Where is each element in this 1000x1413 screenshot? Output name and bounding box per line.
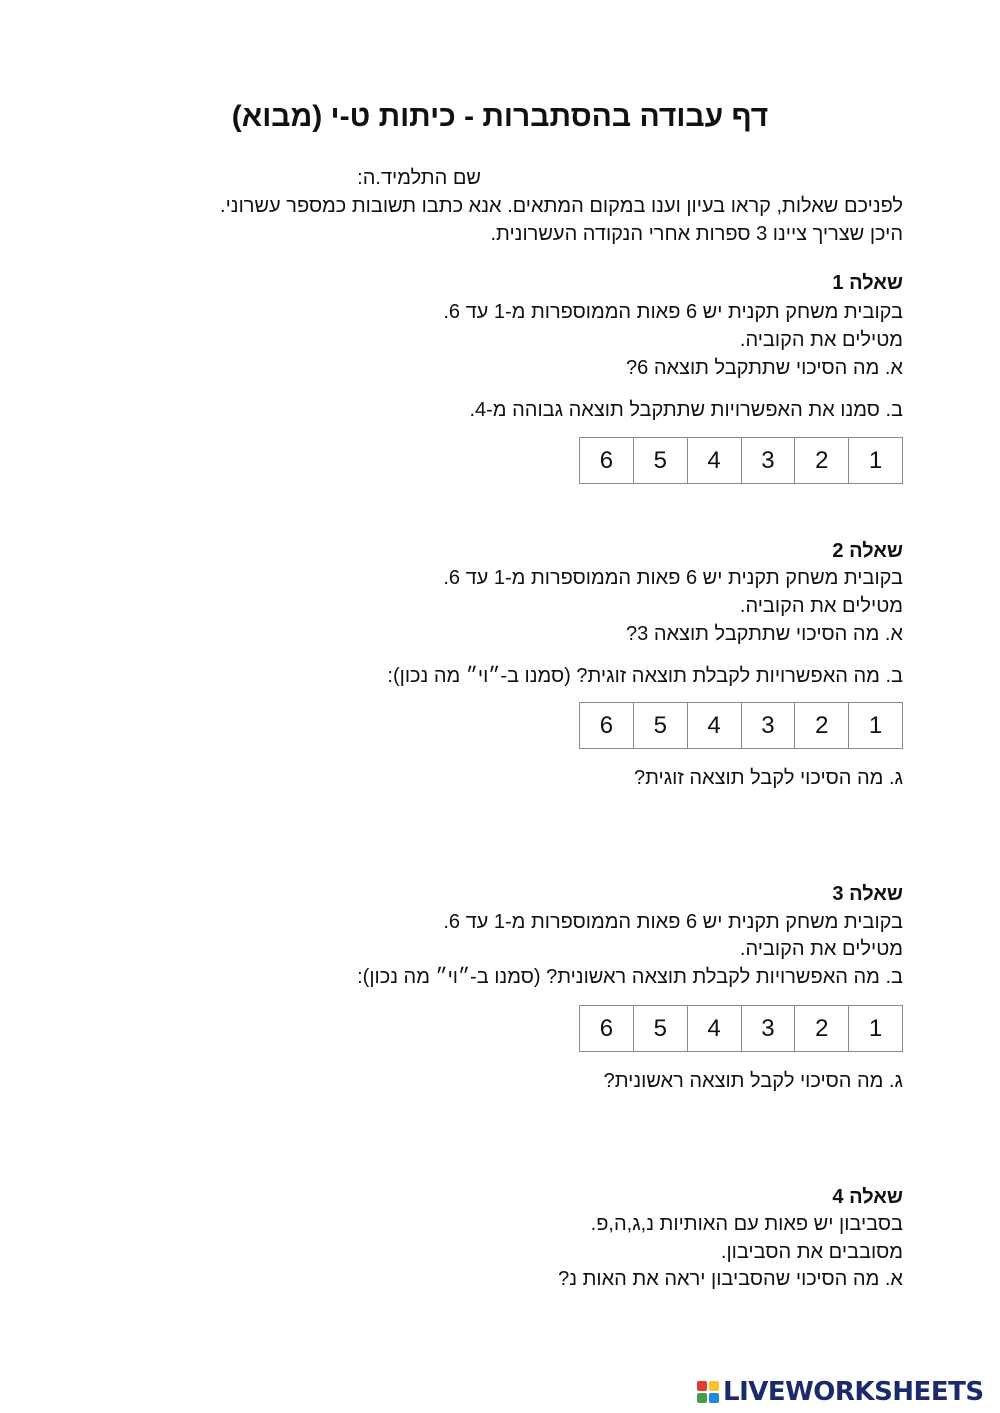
q3-part-b: ב. מה האפשרויות לקבלת תוצאה ראשונית? (סמנו ב-״וי״ מה נכון):: [357, 966, 903, 988]
logo-square-red: [697, 1381, 707, 1391]
q3-line: מטילים את הקוביה.: [739, 938, 903, 960]
logo-square-yellow: [709, 1381, 719, 1391]
student-name-label: שם התלמיד.ה:: [357, 167, 481, 189]
q1-line: בקובית משחק תקנית יש 6 פאות הממוספרות מ-1 עד 6.: [443, 301, 903, 323]
q1-option-6[interactable]: 6: [599, 446, 614, 474]
q4-line: מסובבים את הסביבון.: [720, 1241, 903, 1263]
q3-options-row: [579, 1005, 903, 1052]
q3-option-6[interactable]: 6: [599, 1014, 614, 1042]
q4-line: בסביבון יש פאות עם האותיות נ,ג,ה,פ.: [590, 1213, 903, 1235]
instructions-line-1: לפניכם שאלות, קראו בעיון וענו במקום המתאים. אנא כתבו תשובות כמספר עשרוני.: [220, 195, 903, 217]
q3-option-4[interactable]: 4: [687, 1006, 741, 1051]
q1-heading: שאלה 1: [832, 272, 903, 294]
liveworksheets-logo-icon: [697, 1381, 719, 1403]
q3-option-3[interactable]: 3: [741, 1006, 795, 1051]
q2-line: בקובית משחק תקנית יש 6 פאות הממוספרות מ-1 עד 6.: [443, 567, 903, 589]
q1-part-b: ב. סמנו את האפשרויות שתתקבל תוצאה גבוהה מ-4.: [469, 399, 903, 421]
page-title: דף עבודה בהסתברות - כיתות ט-י (מבוא): [231, 100, 769, 133]
q2-options-row: [579, 702, 903, 749]
q2-part-b: ב. מה האפשרויות לקבלת תוצאה זוגית? (סמנו ב-״וי״ מה נכון):: [387, 665, 903, 687]
q3-option-1[interactable]: 1: [848, 1006, 902, 1051]
q1-option-3[interactable]: 3: [741, 438, 795, 483]
q2-heading: שאלה 2: [832, 540, 903, 562]
q3-line: בקובית משחק תקנית יש 6 פאות הממוספרות מ-1 עד 6.: [443, 911, 903, 933]
q3-heading: שאלה 3: [832, 883, 903, 905]
liveworksheets-brand: [697, 1376, 984, 1408]
q2-part-c: ג. מה הסיכוי לקבל תוצאה זוגית?: [633, 767, 903, 789]
q2-option-3[interactable]: 3: [741, 703, 795, 748]
q2-option-2[interactable]: 2: [794, 703, 848, 748]
q2-option-6[interactable]: 6: [599, 711, 614, 739]
q2-option-5[interactable]: 5: [633, 703, 687, 748]
q1-part-a: א. מה הסיכוי שתתקבל תוצאה 6?: [626, 357, 903, 379]
q4-heading: שאלה 4: [832, 1186, 903, 1208]
brand-name: LIVEWORKSHEETS: [723, 1377, 984, 1407]
q2-option-4[interactable]: 4: [687, 703, 741, 748]
q2-line: מטילים את הקוביה.: [739, 595, 903, 617]
q2-option-1[interactable]: 1: [848, 703, 902, 748]
q1-option-2[interactable]: 2: [794, 438, 848, 483]
q1-option-4[interactable]: 4: [687, 438, 741, 483]
q1-option-5[interactable]: 5: [633, 438, 687, 483]
q3-option-5[interactable]: 5: [633, 1006, 687, 1051]
q1-options-row: [579, 437, 903, 484]
logo-square-green: [697, 1393, 707, 1403]
instructions-line-2: היכן שצריך ציינו 3 ספרות אחרי הנקודה העשרונית.: [490, 223, 903, 245]
q1-line: מטילים את הקוביה.: [739, 329, 903, 351]
q3-option-2[interactable]: 2: [794, 1006, 848, 1051]
q4-part-a: א. מה הסיכוי שהסביבון יראה את האות נ?: [558, 1268, 903, 1290]
q3-part-c: ג. מה הסיכוי לקבל תוצאה ראשונית?: [603, 1070, 903, 1092]
q1-option-1[interactable]: 1: [848, 438, 902, 483]
q2-part-a: א. מה הסיכוי שתתקבל תוצאה 3?: [626, 623, 903, 645]
logo-square-blue: [709, 1393, 719, 1403]
